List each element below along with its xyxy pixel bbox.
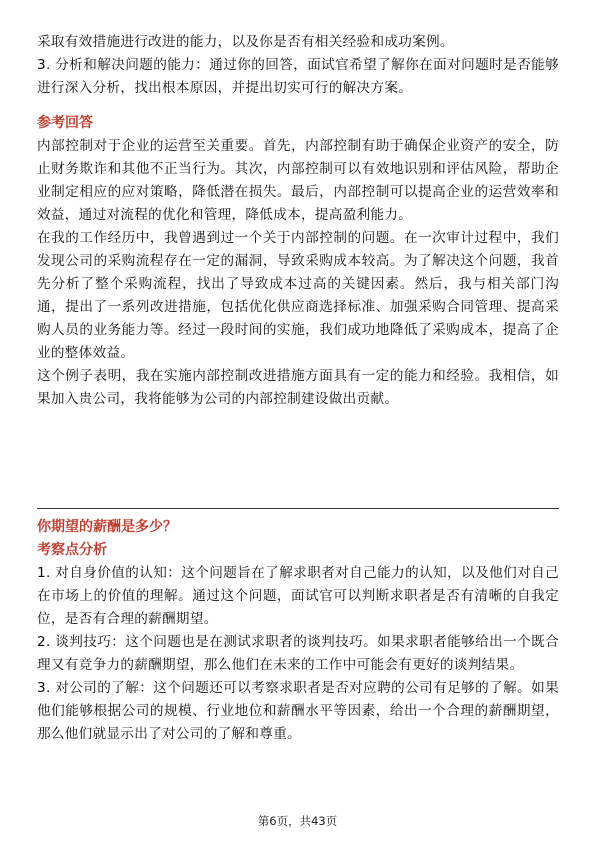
reference-paragraph-2: 在我的工作经历中，我曾遇到过一个关于内部控制的问题。在一次审计过程中，我们发现公司的采购流程存在一定的漏洞，导致采购成本较高。为了解决这个问题，我首先分析了整个采购流程，找出了导致成本过高的关键因素。然后，我与相关部门沟通，提出了一系列改进措施，包括优化供应商选择标准、加强采购合同管理、提高采购人员的业务能力等。经过一段时间的实施，我们成功地降低了采购成本，提高了企业的整体效益。 (37, 230, 559, 361)
document-page (37, 0, 559, 411)
analysis-point-2: 2. 谈判技巧：这个问题也是在测试求职者的谈判技巧。如果求职者能够给出一个既合理又有竞争力的薪酬期望，那么他们在未来的工作中可能会有更好的谈判结果。 (37, 634, 559, 673)
question-section (37, 516, 559, 746)
question-title: 你期望的薪酬是多少？ (37, 519, 177, 535)
analysis-point-3: 3. 对公司的了解：这个问题还可以考察求职者是否对应聘的公司有足够的了解。如果他们能够根据公司的规模、行业地位和薪酬水平等因素，给出一个合理的薪酬期望，那么他们就显示出了对公司的了解和尊重。 (37, 680, 559, 742)
reference-paragraph-3: 这个例子表明，我在实施内部控制改进措施方面具有一定的能力和经验。我相信，如果加入贵公司，我将能够为公司的内部控制建设做出贡献。 (37, 368, 559, 407)
page-number-footer: 第6页，共43页 (257, 814, 338, 828)
analysis-point-1: 1. 对自身价值的认知：这个问题旨在了解求职者对自己能力的认知，以及他们对自己在市场上的价值的理解。通过这个问题，面试官可以判断求职者是否有清晰的自我定位，是否有合理的薪酬期望。 (37, 565, 559, 627)
intro-tail-paragraph: 采取有效措施进行改进的能力，以及你是否有相关经验和成功案例。 (37, 34, 454, 50)
reference-paragraph-1: 内部控制对于企业的运营至关重要。首先，内部控制有助于确保企业资产的安全，防止财务欺诈和其他不正当行为。其次，内部控制可以有效地识别和评估风险，帮助企业制定相应的应对策略，降低潜在损失。最后，内部控制可以提高企业的运营效率和效益，通过对流程的优化和管理，降低成本，提高盈利能力。 (37, 138, 559, 223)
intro-point-3: 3. 分析和解决问题的能力：通过你的回答，面试官希望了解你在面对问题时是否能够进行深入分析，找出根本原因，并提出切实可行的解决方案。 (37, 57, 559, 96)
analysis-heading: 考察点分析 (37, 542, 107, 558)
reference-answer-heading: 参考回答 (37, 115, 93, 131)
section-divider (37, 508, 559, 509)
